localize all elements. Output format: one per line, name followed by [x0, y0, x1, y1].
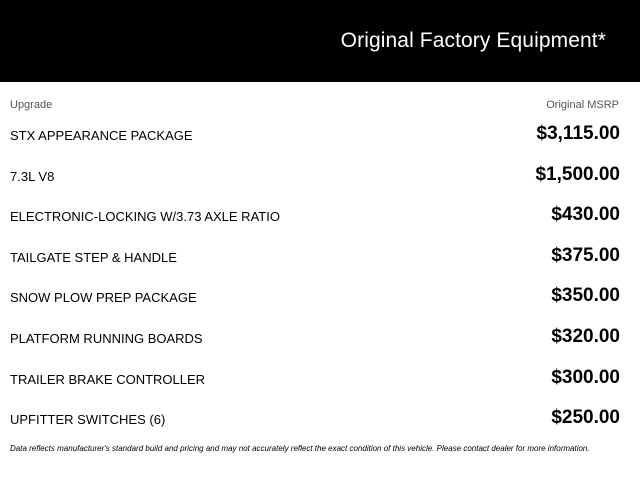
item-price: $3,115.00: [536, 123, 620, 144]
item-name: 7.3L V8: [10, 168, 55, 184]
list-item: [0, 242, 640, 283]
list-item: [0, 120, 640, 161]
item-name: STX APPEARANCE PACKAGE: [10, 128, 193, 143]
item-name: UPFITTER SWITCHES (6): [10, 412, 166, 428]
item-price: $250.00: [551, 407, 620, 429]
list-item: [0, 161, 640, 202]
header-bar: [0, 0, 640, 82]
list-item: [0, 323, 640, 364]
list-item: [0, 282, 640, 323]
item-price: $430.00: [551, 204, 620, 226]
item-price: $320.00: [551, 325, 620, 347]
item-price: $350.00: [551, 285, 620, 307]
item-name: ELECTRONIC-LOCKING W/3.73 AXLE RATIO: [10, 209, 280, 225]
upgrade-column-label: Upgrade: [10, 99, 53, 111]
equipment-list: [0, 120, 640, 445]
item-price: $300.00: [551, 366, 620, 388]
item-name: SNOW PLOW PREP PACKAGE: [10, 290, 197, 306]
list-item: [0, 404, 640, 445]
item-name: TAILGATE STEP & HANDLE: [10, 249, 177, 265]
item-price: $375.00: [551, 244, 620, 266]
item-price: $1,500.00: [535, 163, 620, 185]
msrp-column-label: Original MSRP: [546, 99, 619, 111]
item-name: PLATFORM RUNNING BOARDS: [10, 330, 203, 346]
page-title: Original Factory Equipment*: [340, 29, 606, 52]
item-name: TRAILER BRAKE CONTROLLER: [10, 371, 206, 387]
disclaimer-text: Data reflects manufacturer's standard build and pricing and may not accurately reflect the exact condition of this vehicle. Please contact dealer for more information.: [10, 444, 590, 453]
list-item: [0, 364, 640, 405]
list-item: [0, 201, 640, 242]
